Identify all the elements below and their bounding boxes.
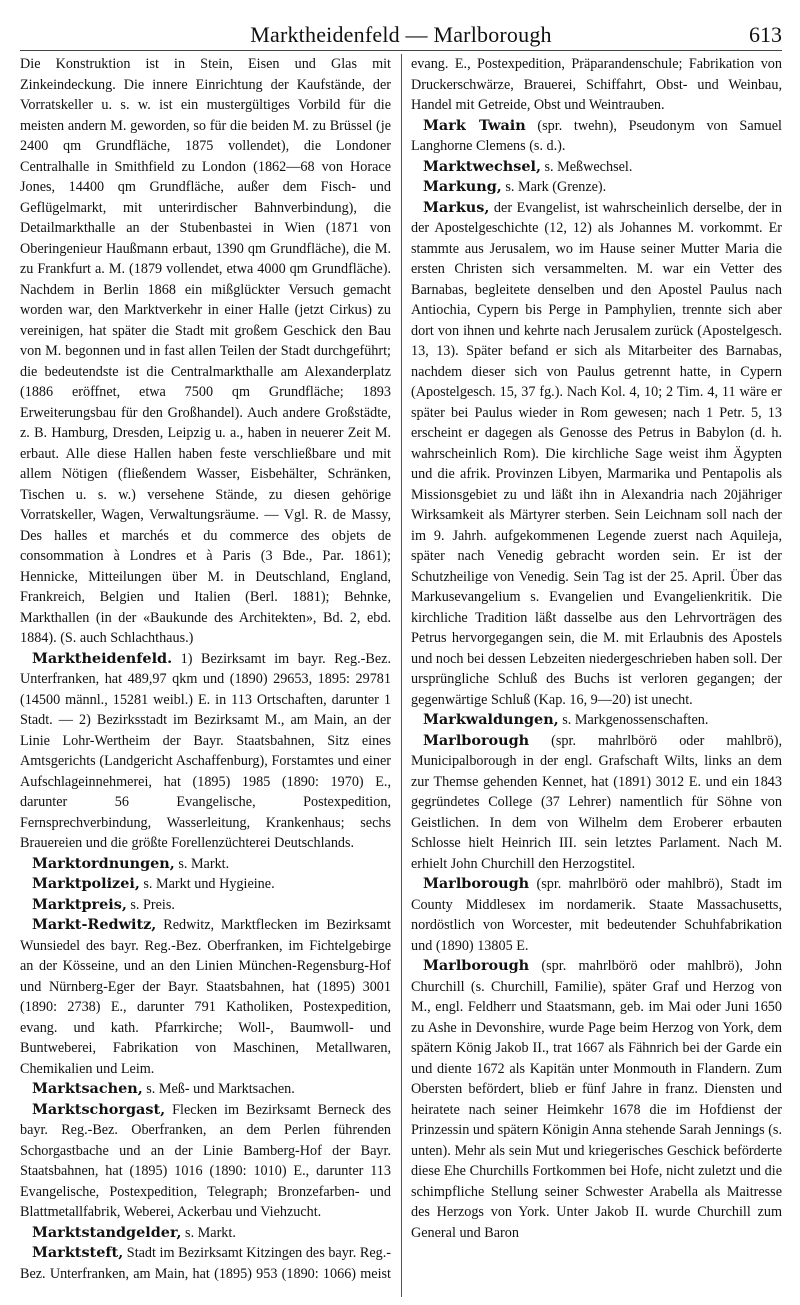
running-head: Marktheidenfeld — Marlborough <box>250 22 552 47</box>
entry-headword: Markus, <box>423 198 490 216</box>
entry-marktschorgast <box>20 1100 391 1223</box>
entry-text: s. Preis. <box>126 896 175 913</box>
entry-text: Die Konstruktion ist in Stein, Eisen und Glas mit Zinkeindeckung. Die innere Einrichtung der Kaufstände, der Vorratskeller u. s. w. ist ein mustergültiges Vorbild für die meisten andern M. geworden, so für die beiden M. zu Brüssel (je 2400 qm Grundfläche, 1875 vollendet), die Londoner Centralhalle in Smithfield zu London (1862—68 von Horace Jones, 14400 qm Grundfläche, außer dem Fisch- und Geflügelmarkt, mit unterirdischer Bahnverbindung), die Detailmarkthalle an der Stubenbastei in Wien (1871 von Oberingenieur Haußmann erbaut, 1390 qm Grundfläche), die M. zu Frankfurt a. M. (1879 vollendet, etwa 4000 qm Grundfläche). Nachdem in Berlin 1868 ein mißglückter Versuch gemacht worden war, den Marktverkehr in einer Halle (jetzt Cirkus) zu vereinigen, hat später die Stadt mit großem Geschick den Bau von M. begonnen und in fast allen Teilen der Stadt durchgeführt; die bedeutendste ist die Centralmarkthalle am Alexanderplatz (1886 eröffnet, etwa 7500 qm Grundfläche; 1893 Erweiterungsbau für den Großhandel). Auch andere Großstädte, z. B. Hamburg, Dresden, Leipzig u. a., haben in neuerer Zeit M. erbaut. Alle diese Hallen haben feste verschließbare und mit allem Nötigen (fließendem Wasser, Eisbehälter, Schränken, Tischen u. s. w.) versehene Stände, zu diesen gehörige Vorratskeller, Wagen, Verwaltungsräume. — Vgl. R. de Massy, Des halles et marchés et du commerce des objets de consommation à Londres et à Paris (3 Bde., Par. 1861); Hennicke, Mitteilungen über M. in Deutschland, England, Frankreich, Belgien und Italien (Berl. 1881); Behnke, Markthallen (in der «Baukunde des Architekten», Bd. 2, ebd. 1884). (S. auch Schlachthaus.) <box>20 56 391 646</box>
entry-text: s. Markt. <box>181 1224 236 1241</box>
entry-headword: Marktpolizei, <box>32 875 140 892</box>
entry-headword: Marktschorgast, <box>32 1100 166 1118</box>
page-header <box>20 10 782 51</box>
entry-headword: Marktwechsel, <box>423 157 541 175</box>
entry-headword: Marlborough <box>423 731 530 749</box>
entry-headword: Marktstandgelder, <box>32 1223 182 1241</box>
entry-headword: Marktheidenfeld. <box>32 649 173 667</box>
entry-text: (spr. mahrlbörö oder mahlbrö), John Churchill (s. Churchill, Familie), später Graf und Herzog von M., engl. Feldherr und Staatsmann, geb. im Mai oder Juni 1650 zu Ashe in Devonshire, wurde Page beim Herzog von York, dem spätern König Jakob II., trat 1667 als Fähnrich bei der Garde ein und diente 1672 als Kapitän unter Monmouth in Flandern. Zum Obersten befördert, blieb er fünf Jahre in franz. Diensten und heiratete nach seiner Heimkehr 1678 die im Hofdienst der Prinzessin und spätern Königin Anna stehende Sarah Jennings (s. unten). Mehr als sein Mut und kriegerisches Geschick beförderte diese Ehe Churchills Fortkommen bei Hofe, nicht zuletzt und die schimpfliche Stellung seiner Schwester Arabella als Maitresse des Herzogs von York. Unter Jakob II. wurde Churchill zum General und Baron <box>411 958 782 1241</box>
entry-markus <box>411 198 782 711</box>
entry-headword: Markt-Redwitz, <box>32 916 157 933</box>
entry-marktwechsel <box>411 157 782 178</box>
entry-headword: Markung, <box>423 178 502 195</box>
entry-headword: Marktsteft, <box>32 1244 124 1261</box>
entry-continuation <box>20 54 391 649</box>
entry-text: (spr. mahrlbörö oder mahlbrö), Municipalborough in der engl. Grafschaft Wilts, links an dem zur Themse gehenden Kennet, hat (1891) 3012 E. und ein 1843 gegründetes College (37 Lehrer) namentlich für Söhne von Geistlichen. In dem von Wilhelm dem Eroberer erbauten Schlosse hielt Heinrich III. sein letztes Parlament. Nach M. erhielt John Churchill den Herzogstitel. <box>411 732 782 872</box>
entry-text: (spr. mahrlbörö oder mahlbrö), Stadt im County Middlesex im nordamerik. Staate Massachusetts, nordöstlich von Worcester, mit bedeutender Schuhfabrikation und (1890) 13805 E. <box>411 876 782 954</box>
entry-marlborough-duke <box>411 956 782 1243</box>
entry-text: s. Markt und Hygieine. <box>139 876 275 892</box>
entry-markwaldungen <box>411 710 782 731</box>
entry-headword: Marlborough <box>423 875 530 892</box>
entry-text: s. Markt. <box>174 855 230 872</box>
entry-marktpolizei <box>20 874 391 895</box>
entry-headword: Mark Twain <box>423 116 526 134</box>
entry-text: (spr. twehn), Pseudonym von Samuel Langhorne Clemens (s. d.). <box>411 117 782 154</box>
entry-headword: Marlborough <box>423 957 530 974</box>
entry-text: s. Meßwechsel. <box>540 158 633 175</box>
entry-text: Stadt im Bezirksamt Kitzingen des bayr. Reg.-Bez. Unterfranken, am Main, hat (1895) 953 (1890: 1066) meist evang. E., Postexpedition, Präparandenschule; Fabrikation von Druckerschwärze, Brauerei, Schiffahrt, Obst- und Weinbau, Handel mit Getreide, Obst und Weintrauben. <box>20 56 782 1282</box>
entry-text: s. Mark (Grenze). <box>501 179 607 195</box>
entry-text: 1) Bezirksamt im bayr. Reg.-Bez. Unterfranken, hat 489,97 qkm und (1890) 29653, 1895: 29781 (14500 männl., 15281 weibl.) E. in 113 Ortschaften, darunter 1 Stadt. — 2) Bezirksstadt im Bezirksamt M., am Main, an der Linie Lohr-Wertheim der Bayr. Staatsbahnen, Sitz eines Amtsgerichts (Landgericht Aschaffenburg), Forstamtes und einer Aufschlageinnehmerei, hat (1895) 1985 (1890: 1970) E., darunter 56 Evangelische, Postexpedition, Fernsprechverbindung, Wasserleitung, Krankenhaus; sechs Brauereien und die größte Forellenzüchterei Deutschlands. <box>20 650 391 851</box>
entry-text: der Evangelist, ist wahrscheinlich derselbe, der in der Apostelgeschichte (12, 12) als Johannes M. vorkommt. Er stammte aus Jerusalem, wo im Hause seiner Mutter Maria die ersten Christen sich versammelten. M. war ein Vetter des Barnabas, begleitete denselben und den Apostel Paulus nach Antiochia, Cypern bis Perge in Pamphylien, trennte sich aber dort von ihnen und kehrte nach Jerusalem zurück (Apostelgesch. 13, 13). Später befand er sich als Mitarbeiter des Barnabas, nachdem dieser sich von Paulus getrennt hatte, in Cypern (Apostelgesch. 15, 37 fg.). Nach Kol. 4, 10; 2 Tim. 4, 11 wäre er später bei Paulus wieder in Rom gewesen; nach 1 Petr. 5, 13 erscheint er dagegen als Genosse des Petrus in Babylon (d. h. wahrscheinlich Rom). Die kirchliche Sage weist ihm Ägypten und die afrik. Provinzen Libyen, Marmarika und Pentapolis als Missionsgebiet zu und läßt ihn in Alexandria nach 20jähriger Wirksamkeit als Märtyrer sterben. Sein Leichnam soll nach der im 9. Jahrh. aufgekommenen Legende zuerst nach Aquileja, später nach Venedig gebracht worden sein. Er ist der Schutzheilige von Venedig. Sein Tag ist der 25. April. Über das Markusevangelium s. Evangelien und Evangelienkritik. Die kirchliche Tradition läßt dasselbe aus den Lehrvorträgen des Petrus hervorgegangen sein, die M. mit Erlaubnis des Apostels und noch bei dessen Lebzeiten niedergeschrieben haben soll. Der ursprüngliche Schluß des Buchs ist verloren gegangen; der gegenwärtige Schluß (Kap. 16, 9—20) ist unecht. <box>411 199 782 708</box>
entry-marktpreis <box>20 895 391 916</box>
entry-marlborough-town <box>411 874 782 956</box>
entry-markung <box>411 177 782 198</box>
entry-headword: Marktpreis, <box>32 895 127 913</box>
entry-headword: Markwaldungen, <box>423 711 559 728</box>
entries-columns <box>20 54 782 1297</box>
entry-marktheidenfeld <box>20 649 391 854</box>
entry-mark-twain <box>411 116 782 157</box>
entry-marktordnungen <box>20 854 391 875</box>
entry-marlborough-borough <box>411 731 782 875</box>
page-number: 613 <box>749 22 782 47</box>
entry-text: s. Meß- und Marktsachen. <box>142 1081 295 1097</box>
entry-marktstandgelder <box>20 1223 391 1244</box>
entry-marktsachen <box>20 1079 391 1100</box>
entry-text: Flecken im Bezirksamt Berneck des bayr. Reg.-Bez. Oberfranken, an dem Perlen führenden Schorgastbache und an der Linie Bamberg-Hof der Bayr. Staatsbahnen, hat (1895) 1016 (1890: 1010) E., darunter 113 Evangelische, Postexpedition, Telegraph; Bronzefarben- und Blattmetallfabrik, Weberei, Ackerbau und Viehzucht. <box>20 1101 391 1220</box>
entry-headword: Marktsachen, <box>32 1080 143 1097</box>
entry-text: Redwitz, Marktflecken im Bezirksamt Wunsiedel des bayr. Reg.-Bez. Oberfranken, im Fichtelgebirge an der Kösseine, und an den Linien München-Regensburg-Hof und Nürnberg-Eger der Bayr. Staatsbahnen, hat (1895) 3001 (1890: 2738) E., darunter 791 Katholiken, Postexpedition, evang. und kath. Pfarrkirche; Woll-, Baumwoll- und Buntweberei, Fabrikation von Maschinen, Metallwaren, Chemikalien und Leim. <box>20 917 391 1077</box>
entry-text: s. Markgenossenschaften. <box>558 712 709 728</box>
entry-markt-redwitz <box>20 915 391 1079</box>
entry-headword: Marktordnungen, <box>32 854 175 872</box>
